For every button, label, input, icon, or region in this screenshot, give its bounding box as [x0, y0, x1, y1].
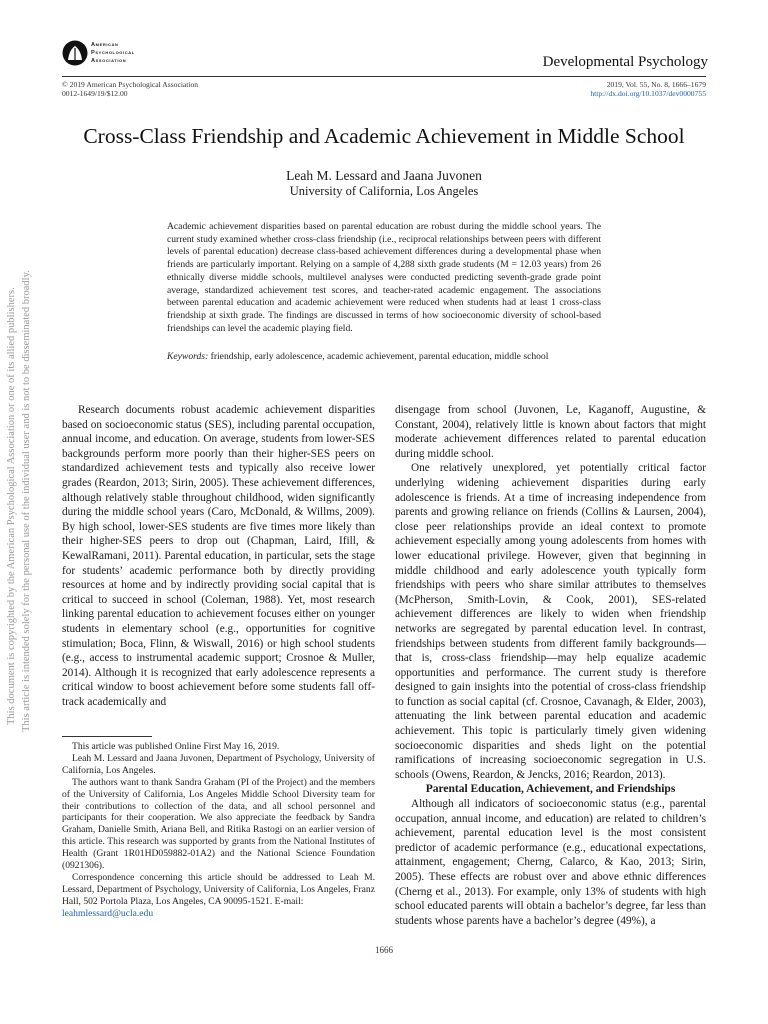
footnote: Leah M. Lessard and Jaana Juvonen, Department of Psychology, University of California, Los Angeles.	[62, 752, 375, 776]
body-paragraph: disengage from school (Juvonen, Le, Kaganoff, Augustine, & Constant, 2004), relatively little is known about factors that might moderate achievement differences related to parental education during middle school.	[395, 404, 706, 460]
affiliation: University of California, Los Angeles	[289, 184, 479, 198]
author-note	[62, 741, 375, 920]
publisher-logo-text	[91, 41, 135, 65]
footnote: Correspondence concerning this article should be addressed to Leah M. Lessard, Department of Psychology, University of California, Los Angeles, Franz Hall, 502 Portola Plaza, Los Angeles, CA 90095-1521. E-mail:	[62, 871, 375, 907]
footnote: This article was published Online First May 16, 2019.	[72, 741, 280, 752]
doi-link[interactable]: http://dx.doi.org/10.1037/dev0000755	[590, 89, 706, 98]
keywords-list: friendship, early adolescence, academic achievement, parental education, middle school	[210, 351, 549, 362]
body-paragraph: Although all indicators of socioeconomic status (e.g., parental occupation, annual income, and education) are related to children’s achievement, parental education level is the most consistent predictor of academic performance (e.g., educational expectations, attainment, engagement; Cherng, Calarco, & Kao, 2013; Sirin, 2005). These effects are robust over and above ethnic differences (Cherng et al., 2013). For example, only 13% of students with high school educated parents will obtain a bachelor’s degree, far less than students whose parents have a bachelor’s degree (49%), a	[395, 798, 706, 927]
footnote-rule	[62, 736, 152, 737]
issn-line: 0012-1649/19/$12.00	[62, 89, 128, 98]
body-paragraph: One relatively unexplored, yet potentially critical factor underlying widening achievement disparities during early adolescence is friends. At a time of increasing independence from parents and growing reliance on friends (Collins & Laursen, 2004), close peer relationships provide an ideal context to promote achievement especially among young adolescents from homes with lower educational privilege. However, given that beginning in middle childhood and early adolescence youth typically form friendships with peers who share similar attributes to themselves (McPherson, Smith-Lovin, & Cook, 2001), SES-related achievement differences are likely to widen when friendship networks are segregated by parental education level. In contrast, friendships between students from different family backgrounds—that is, cross-class friendship—may help equalize academic opportunities and performance. The current study is therefore designed to gain insights into the potential of cross-class friendship to function as social capital (cf. Crosnoe, Cavanagh, & Elder, 2003), attenuating the link between parental education and academic achievement. This topic is particularly timely given widening socioeconomic disparities and sheds light on the potential ramifications of increasing socioeconomic segregation in U.S. schools (Owens, Reardon, & Jencks, 2016; Reardon, 2013).	[395, 462, 706, 781]
copyright-line: © 2019 American Psychological Association	[62, 80, 199, 89]
apa-logo-icon	[62, 40, 88, 66]
keywords-label: Keywords:	[167, 351, 209, 362]
header-rule	[62, 76, 706, 77]
email-link[interactable]: leahmlessard@ucla.edu	[62, 907, 154, 919]
footnote: The authors want to thank Sandra Graham (PI of the Project) and the members of the University of California, Los Angeles Middle School Diversity team for their contributions to collection of the data, and all school personnel and participants for their cooperation. We also appreciate the feedback by Sandra Graham, Danielle Smith, Ariana Bell, and Ritika Rastogi on an earlier version of this article. This research was supported by grants from the National Institutes of Health (Grant 1R01HD059882-01A2) and the National Science Foundation (0921306).	[62, 776, 375, 872]
section-heading: Parental Education, Achievement, and Friendships	[425, 783, 676, 796]
keywords	[167, 351, 601, 363]
article-title: Cross-Class Friendship and Academic Achievement in Middle School	[83, 124, 685, 148]
journal-name: Developmental Psychology	[542, 54, 708, 70]
usage-notice-vertical: This article is intended solely for the personal use of the individual user and is not to be disseminated broadly.	[21, 270, 32, 732]
author-list: Leah M. Lessard and Jaana Juvonen	[286, 168, 482, 183]
logo-line: American	[91, 42, 119, 48]
body-column-left	[62, 403, 375, 709]
logo-line: Association	[91, 58, 127, 64]
page-number: 1666	[375, 945, 393, 955]
volume-line: 2019, Vol. 55, No. 8, 1666–1679	[606, 80, 706, 89]
logo-line: Psychological	[91, 50, 135, 56]
body-column-right	[395, 403, 706, 928]
volume-meta	[590, 80, 706, 98]
body-paragraph: Research documents robust academic achievement disparities based on socioeconomic status (SES), including parental occupation, annual income, and education. On average, students from lower-SES backgrounds perform more poorly than their higher-SES peers on standardized achievement tests and typically also receive lower grades (Reardon, 2013; Sirin, 2005). These achievement differences, although relatively stable throughout childhood, widen significantly during the middle school years (Caro, McDonald, & Willms, 2009). By high school, lower-SES students are five times more likely than their higher-SES peers to drop out (Chapman, Laird, Ifill, & KewalRamani, 2011). Parental education, in particular, sets the stage for students’ academic performance both by directly providing resources at home and by indirectly providing social capital that is critical to succeed in school (Coleman, 1988). Yet, most research linking parental education to achievement focuses either on younger students in elementary school (e.g., opportunities for cognitive stimulation; Boca, Flinn, & Wiswall, 2016) or high school students (e.g., access to instrumental academic support; Crosnoe & Muller, 2014). Although it is recognized that early adolescence represents a critical window to boost achievement before some students fall off-track academically and	[62, 404, 375, 708]
copyright-notice-vertical: This document is copyrighted by the American Psychological Association or one of its allied publishers.	[6, 287, 17, 725]
abstract: Academic achievement disparities based on parental education are robust during the middle school years. The current study examined whether cross-class friendship (i.e., reciprocal relationships between peers with different levels of parental education) decrease class-based achievement differences during a developmental phase when friends are particularly important. Relying on a sample of 4,288 sixth grade students (M = 12.03 years) from 26 ethnically diverse middle schools, multilevel analyses were conducted predicting seventh-grade grade point average, standardized achievement test scores, and teacher-rated academic engagement. The associations between parental education and academic achievement were reduced when students had at least 1 cross-class friendship at sixth grade. The findings are discussed in terms of how socioeconomic diversity of school-based friendships can level the academic playing field.	[167, 221, 601, 334]
copyright-meta	[62, 80, 198, 98]
